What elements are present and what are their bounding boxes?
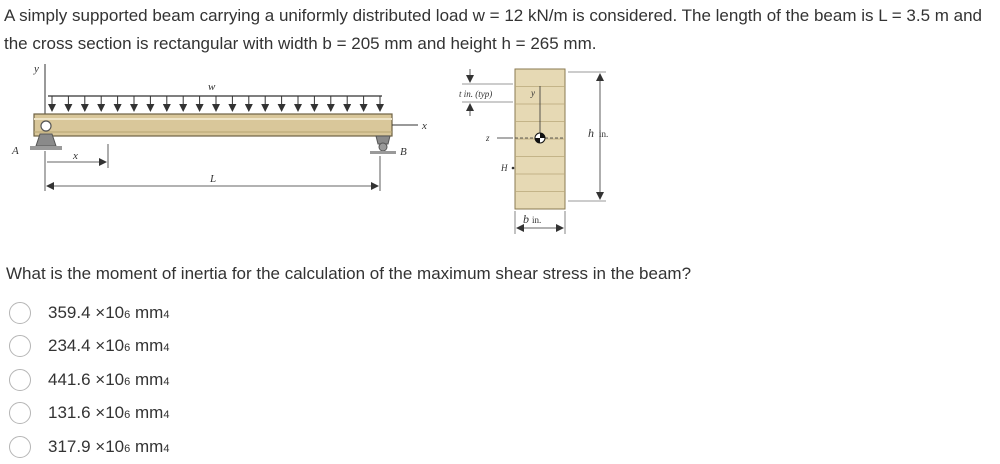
answer-option[interactable] bbox=[9, 397, 169, 431]
option-unit: mm bbox=[134, 436, 164, 456]
label-l: L bbox=[210, 173, 217, 185]
label-h: h bbox=[588, 126, 594, 140]
radio-button[interactable] bbox=[9, 302, 31, 324]
label-h-cap: H bbox=[501, 163, 508, 173]
answer-option[interactable] bbox=[9, 296, 169, 330]
beam-diagram bbox=[0, 56, 640, 246]
answer-option[interactable] bbox=[9, 430, 169, 464]
option-label: 131.6 ×10 6 mm 4 bbox=[48, 403, 170, 423]
answer-option[interactable] bbox=[9, 363, 169, 397]
label-w: w bbox=[208, 81, 216, 93]
answer-option[interactable] bbox=[9, 330, 169, 364]
label-y: y bbox=[34, 63, 39, 75]
centroid-marker bbox=[535, 133, 545, 143]
beam-figure bbox=[0, 56, 640, 251]
option-unit: mm bbox=[134, 403, 164, 423]
problem-statement: A simply supported beam carrying a uniformly distributed load w = 12 kN/m is considered. The length of the beam is L = 3.5 m and the cross section is rectangular with width b = 205 mm and height h = 265 mm. bbox=[4, 6, 983, 53]
label-b-width: b bbox=[523, 212, 529, 226]
option-times: ×10 bbox=[95, 302, 125, 322]
radio-button[interactable] bbox=[9, 369, 31, 391]
option-unit: mm bbox=[134, 336, 164, 356]
radio-button[interactable] bbox=[9, 436, 31, 458]
answer-options bbox=[9, 296, 169, 464]
option-unit: mm bbox=[134, 369, 164, 389]
label-b: B bbox=[400, 146, 407, 158]
label-b-unit: in. bbox=[532, 215, 542, 225]
option-value: 234.4 bbox=[48, 336, 91, 356]
option-label: 317.9 ×10 6 mm 4 bbox=[48, 436, 170, 456]
question-text: What is the moment of inertia for the calculation of the maximum shear stress in the beam? bbox=[6, 264, 692, 283]
option-unit: mm bbox=[134, 302, 164, 322]
option-times: ×10 bbox=[95, 336, 125, 356]
option-label: 441.6 ×10 6 mm 4 bbox=[48, 369, 170, 389]
label-x: x bbox=[73, 150, 78, 162]
label-x-axis: x bbox=[422, 120, 427, 132]
option-value: 441.6 bbox=[48, 369, 91, 389]
option-times: ×10 bbox=[95, 403, 125, 423]
option-label: 359.4 ×10 6 mm 4 bbox=[48, 302, 170, 322]
option-value: 317.9 bbox=[48, 436, 91, 456]
option-value: 359.4 bbox=[48, 302, 91, 322]
radio-button[interactable] bbox=[9, 402, 31, 424]
option-label: 234.4 ×10 6 mm 4 bbox=[48, 336, 170, 356]
option-value: 131.6 bbox=[48, 403, 91, 423]
label-a: A bbox=[12, 145, 19, 157]
label-y-section: y bbox=[531, 88, 535, 98]
beam bbox=[34, 114, 392, 136]
load-arrows bbox=[52, 96, 380, 111]
roller-support-b bbox=[370, 136, 396, 154]
distributed-load bbox=[48, 96, 382, 111]
label-h-unit: in. bbox=[599, 129, 609, 139]
option-times: ×10 bbox=[95, 369, 125, 389]
label-z: z bbox=[486, 133, 490, 143]
option-times: ×10 bbox=[95, 436, 125, 456]
radio-button[interactable] bbox=[9, 335, 31, 357]
label-t-typ: t in. (typ) bbox=[459, 89, 493, 99]
